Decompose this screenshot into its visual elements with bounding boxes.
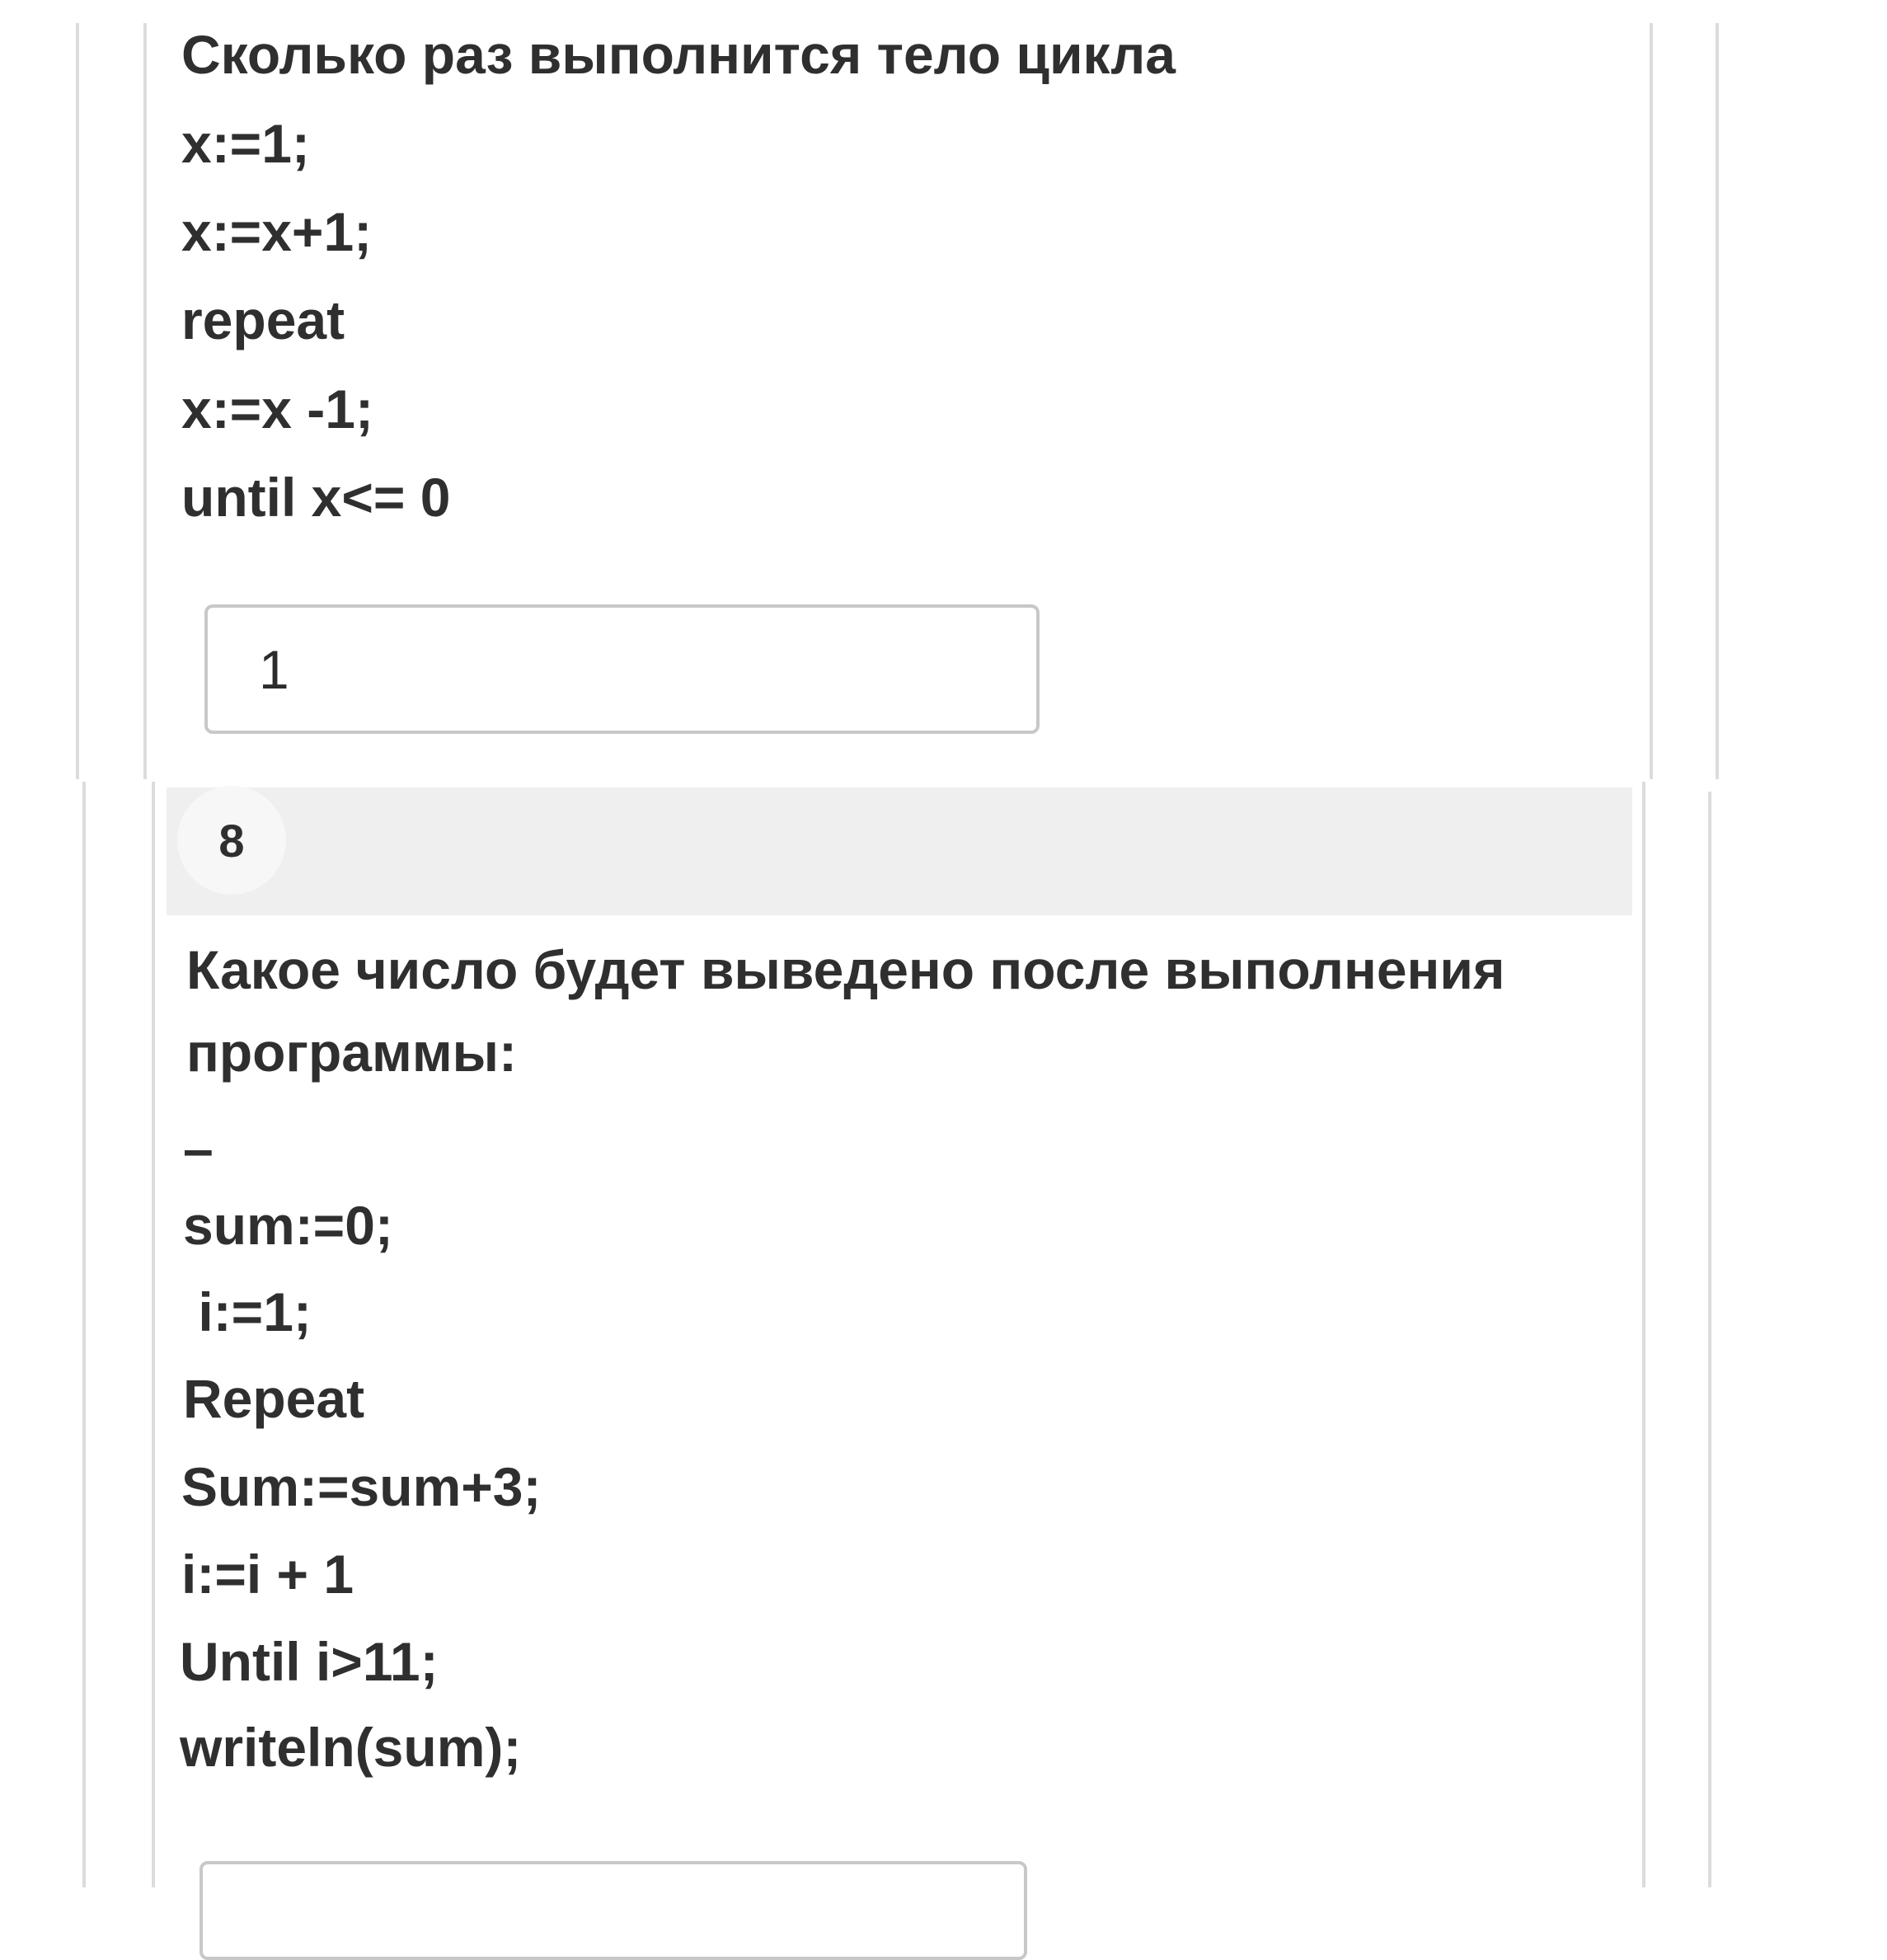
question-8-code-line: Until i>11;	[180, 1631, 439, 1692]
code-dash: –	[183, 1118, 214, 1179]
question-7-code-line: x:=x+1;	[181, 201, 373, 262]
question-8-code-line: Repeat	[183, 1368, 365, 1429]
question-8-header	[167, 787, 1632, 915]
question-7-card	[0, 0, 1887, 779]
question-7-code-line: x:=x -1;	[181, 378, 373, 439]
question-8-prompt-continued: программы:	[186, 1022, 517, 1083]
question-7-code-line: until x<= 0	[181, 467, 451, 528]
question-7-answer-input[interactable]	[204, 604, 1040, 734]
question-8-code-line: i:=1;	[183, 1281, 312, 1342]
question-8-code-line: sum:=0;	[183, 1195, 393, 1256]
question-number-badge: 8	[177, 786, 286, 895]
question-8-answer-input[interactable]	[199, 1861, 1027, 1960]
question-7-code-line: repeat	[181, 289, 345, 350]
question-8-prompt: Какое число будет выведено после выполнения	[186, 939, 1505, 1000]
question-8-code-line: Sum:=sum+3;	[181, 1456, 542, 1517]
question-8-code-line: writeln(sum);	[180, 1717, 522, 1778]
question-7-prompt: Сколько раз выполнится тело цикла	[181, 24, 1176, 85]
question-8-code-line: i:=i + 1	[181, 1544, 354, 1605]
question-7-code-line: x:=1;	[181, 113, 310, 174]
